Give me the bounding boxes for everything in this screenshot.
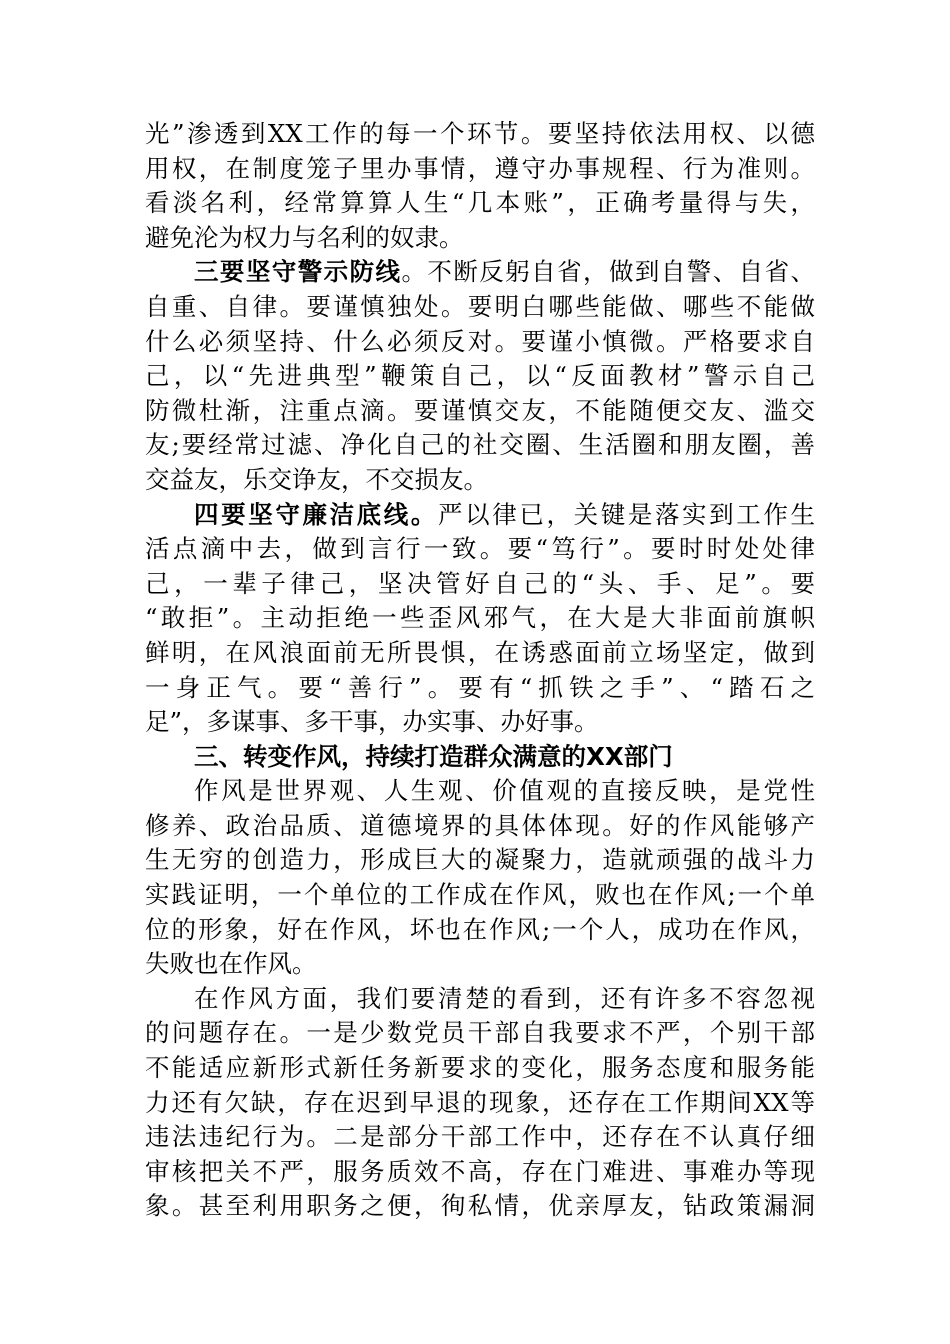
text-line: 象。甚至利用职务之便，徇私情，优亲厚友，钻政策漏洞 [145,1191,815,1221]
text-line: 的问题存在。一是少数党员干部自我要求不严，个别干部 [145,1018,815,1048]
text-line: 足”，多谋事、多干事，办实事、办好事。 [145,707,599,737]
text-line: 活点滴中去，做到言行一致。要“笃行”。要时时处处律 [145,534,815,564]
text-line: 审核把关不严，服务质效不高，存在门难进、事难办等现 [145,1156,815,1186]
text-line: 生无穷的创造力，形成巨大的凝聚力，造就顽强的战斗力 [145,845,815,875]
text-line: 什么必须坚持、什么必须反对。要谨小慎微。严格要求自 [145,326,815,356]
text-line: 用权，在制度笼子里办事情，遵守办事规程、行为准则。 [145,153,815,183]
text-line: 不能适应新形式新任务新要求的变化，服务态度和服务能 [145,1053,815,1083]
paragraph-integrity-first-line [145,498,815,533]
text-line: 一身正气。要“善行”。要有“抓铁之手”、“踏石之 [145,672,815,702]
paragraph-lead-bold: 三要坚守警示防线 [194,257,402,287]
text-line: 违法违纪行为。二是部分干部工作中，还存在不认真仔细 [145,1122,815,1152]
text-line: 光”渗透到XX工作的每一个环节。要坚持依法用权、以德 [145,119,815,148]
text-line: 避免沦为权力与名利的奴隶。 [145,222,464,252]
paragraph-text: 。不断反躬自省，做到自警、自省、 [401,257,816,287]
text-line: 失败也在作风。 [145,949,317,979]
paragraph-text: 严以律已，关键是落实到工作生 [438,499,816,529]
document-body [145,117,815,1224]
paragraph-style-first-line: 作风是世界观、人生观、价值观的直接反映，是党性 [194,776,815,806]
text-line: 修养、政治品质、道德境界的具体体现。好的作风能够产 [145,810,815,840]
text-line: 防微杜渐，注重点滴。要谨慎交友，不能随便交友、滥交 [145,395,815,425]
paragraph-warning-first-line [145,255,815,290]
text-line: 看淡名利，经常算算人生“几本账”，正确考量得与失， [145,188,815,218]
text-line: 位的形象，好在作风，坏也在作风;一个人，成功在作风， [145,914,815,944]
text-line: 交益友，乐交诤友，不交损友。 [145,464,488,494]
paragraph-lead-bold: 四要坚守廉洁底线。 [194,499,439,529]
text-line: 实践证明，一个单位的工作成在作风，败也在作风;一个单 [145,880,815,910]
text-line: 己，一辈子律己，坚决管好自己的“头、手、足”。要 [145,568,815,598]
text-line: 友;要经常过滤、净化自己的社交圈、生活圈和朋友圈，善 [145,430,815,460]
text-line: 己，以“先进典型”鞭策自己，以“反面教材”警示自己 [145,361,815,391]
text-line: “敢拒”。主动拒绝一些歪风邪气，在大是大非面前旗帜 [145,603,815,633]
text-line: 自重、自律。要谨慎独处。要明白哪些能做、哪些不能做 [145,291,815,321]
text-line: 力还有欠缺，存在迟到早退的现象，还存在工作期间XX等 [145,1087,815,1117]
paragraph-problems-first-line: 在作风方面，我们要清楚的看到，还有许多不容忽视 [194,983,815,1013]
section-heading: 三、转变作风，持续打造群众满意的XX部门 [194,741,673,771]
text-line: 鲜明，在风浪面前无所畏惧，在诱惑面前立场坚定，做到 [145,637,815,667]
